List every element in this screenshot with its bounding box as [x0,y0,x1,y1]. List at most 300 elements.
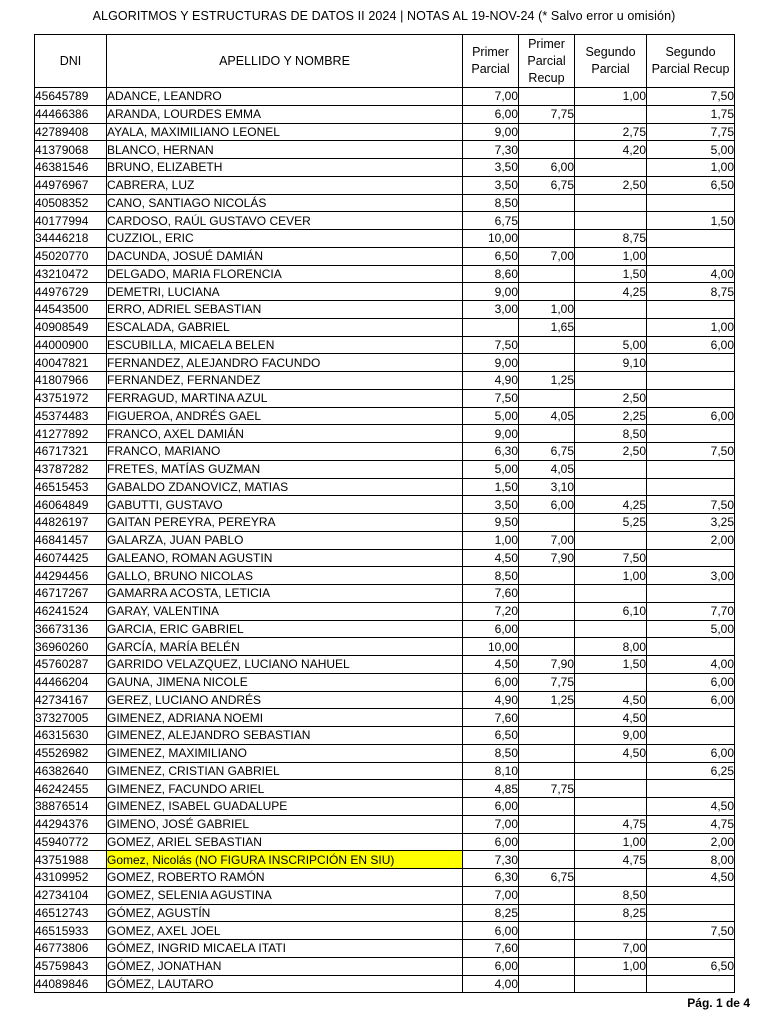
cell-first-partial: 3,50 [463,176,519,194]
cell-dni: 45645789 [35,88,107,106]
cell-first-partial: 4,90 [463,691,519,709]
cell-name: GALARZA, JUAN PABLO [107,531,463,549]
table-row [35,673,735,691]
cell-dni: 46315630 [35,727,107,745]
cell-first-partial-recup [519,283,575,301]
cell-second-partial: 4,50 [575,691,647,709]
cell-dni: 46074425 [35,549,107,567]
cell-name: BLANCO, HERNAN [107,141,463,159]
cell-second-partial [575,798,647,816]
table-row [35,88,735,106]
cell-name: GARCIA, ERIC GABRIEL [107,620,463,638]
cell-first-partial: 7,00 [463,88,519,106]
cell-second-partial-recup: 8,75 [647,283,735,301]
cell-first-partial-recup [519,389,575,407]
cell-first-partial-recup [519,922,575,940]
cell-first-partial: 8,50 [463,567,519,585]
cell-second-partial-recup [647,301,735,319]
cell-name: GAMARRA ACOSTA, LETICIA [107,585,463,603]
table-row [35,833,735,851]
cell-second-partial: 2,50 [575,389,647,407]
cell-second-partial [575,301,647,319]
cell-name: GÓMEZ, AGUSTÍN [107,904,463,922]
cell-second-partial: 9,00 [575,727,647,745]
table-row [35,478,735,496]
cell-second-partial-recup [647,780,735,798]
cell-first-partial-recup [519,141,575,159]
cell-second-partial: 1,50 [575,656,647,674]
cell-first-partial-recup [519,425,575,443]
table-row [35,123,735,141]
grades-table [34,34,735,993]
cell-first-partial: 8,60 [463,265,519,283]
cell-name: GÓMEZ, JONATHAN [107,957,463,975]
cell-dni: 40047821 [35,354,107,372]
table-row [35,709,735,727]
cell-first-partial-recup [519,940,575,958]
cell-first-partial: 6,30 [463,443,519,461]
cell-name: Gomez, Nicolás (NO FIGURA INSCRIPCIÓN EN SIU) [107,851,463,869]
cell-second-partial: 4,75 [575,851,647,869]
cell-name: CABRERA, LUZ [107,176,463,194]
cell-second-partial: 4,25 [575,283,647,301]
cell-first-partial: 6,30 [463,869,519,887]
cell-first-partial-recup: 7,00 [519,531,575,549]
cell-dni: 45760287 [35,656,107,674]
cell-first-partial-recup [519,798,575,816]
cell-second-partial-recup: 7,50 [647,443,735,461]
table-row [35,549,735,567]
cell-second-partial-recup [647,904,735,922]
cell-dni: 40908549 [35,318,107,336]
cell-second-partial-recup: 4,00 [647,265,735,283]
cell-name: FERRAGUD, MARTINA AZUL [107,389,463,407]
table-row [35,212,735,230]
cell-first-partial-recup: 1,00 [519,301,575,319]
table-row [35,460,735,478]
cell-second-partial-recup: 6,00 [647,336,735,354]
cell-first-partial-recup [519,602,575,620]
cell-second-partial [575,460,647,478]
cell-dni: 44000900 [35,336,107,354]
table-row [35,496,735,514]
column-header-first-partial-recup: Primer Parcial Recup [519,35,575,88]
cell-second-partial-recup: 7,70 [647,602,735,620]
cell-first-partial: 7,00 [463,886,519,904]
cell-dni: 44466386 [35,105,107,123]
cell-first-partial: 4,00 [463,975,519,993]
cell-name: FERNANDEZ, ALEJANDRO FACUNDO [107,354,463,372]
cell-first-partial-recup: 4,05 [519,407,575,425]
cell-first-partial: 1,50 [463,478,519,496]
cell-second-partial-recup: 5,00 [647,141,735,159]
cell-second-partial [575,531,647,549]
cell-second-partial: 4,20 [575,141,647,159]
cell-second-partial: 5,25 [575,514,647,532]
cell-dni: 46773806 [35,940,107,958]
cell-second-partial-recup: 6,50 [647,957,735,975]
cell-second-partial: 8,00 [575,638,647,656]
cell-second-partial: 4,50 [575,709,647,727]
cell-first-partial: 6,50 [463,247,519,265]
cell-dni: 40177994 [35,212,107,230]
column-header-dni: DNI [35,35,107,88]
cell-name: GAITAN PEREYRA, PEREYRA [107,514,463,532]
cell-second-partial-recup [647,638,735,656]
cell-dni: 44826197 [35,514,107,532]
cell-second-partial-recup: 7,50 [647,496,735,514]
cell-dni: 45020770 [35,247,107,265]
cell-name: GABALDO ZDANOVICZ, MATIAS [107,478,463,496]
cell-name: GIMENO, JOSÉ GABRIEL [107,815,463,833]
cell-name: FIGUEROA, ANDRÉS GAEL [107,407,463,425]
cell-second-partial: 2,50 [575,443,647,461]
cell-first-partial-recup [519,123,575,141]
cell-second-partial-recup [647,975,735,993]
cell-first-partial: 6,00 [463,105,519,123]
cell-dni: 36673136 [35,620,107,638]
cell-first-partial-recup [519,957,575,975]
cell-name: FERNANDEZ, FERNANDEZ [107,372,463,390]
cell-name: GARCÍA, MARÍA BELÉN [107,638,463,656]
cell-second-partial-recup: 5,00 [647,620,735,638]
cell-first-partial-recup: 1,25 [519,691,575,709]
cell-second-partial: 2,50 [575,176,647,194]
cell-first-partial-recup [519,762,575,780]
cell-name: GÓMEZ, LAUTARO [107,975,463,993]
table-row [35,389,735,407]
cell-name: GÓMEZ, INGRID MICAELA ITATI [107,940,463,958]
cell-second-partial-recup: 1,00 [647,318,735,336]
cell-dni: 45759843 [35,957,107,975]
cell-first-partial-recup: 6,00 [519,159,575,177]
cell-dni: 44976729 [35,283,107,301]
cell-first-partial: 5,00 [463,460,519,478]
cell-first-partial: 10,00 [463,230,519,248]
cell-first-partial-recup [519,620,575,638]
table-row [35,318,735,336]
cell-first-partial: 6,50 [463,727,519,745]
cell-second-partial-recup: 4,00 [647,656,735,674]
cell-first-partial-recup [519,638,575,656]
cell-name: GIMENEZ, CRISTIAN GABRIEL [107,762,463,780]
cell-dni: 43787282 [35,460,107,478]
cell-second-partial-recup [647,727,735,745]
table-row [35,176,735,194]
cell-second-partial [575,762,647,780]
cell-second-partial [575,869,647,887]
table-row [35,851,735,869]
cell-second-partial: 1,00 [575,833,647,851]
table-header-row [35,35,735,88]
cell-second-partial-recup [647,460,735,478]
table-row [35,230,735,248]
cell-second-partial [575,318,647,336]
table-row [35,602,735,620]
cell-first-partial-recup [519,975,575,993]
cell-first-partial-recup: 7,75 [519,105,575,123]
cell-second-partial-recup [647,585,735,603]
cell-name: GABUTTI, GUSTAVO [107,496,463,514]
cell-dni: 46515933 [35,922,107,940]
cell-first-partial-recup: 3,10 [519,478,575,496]
table-row [35,585,735,603]
cell-first-partial: 8,50 [463,194,519,212]
cell-first-partial-recup [519,514,575,532]
cell-second-partial: 8,75 [575,230,647,248]
table-row [35,407,735,425]
cell-second-partial: 1,00 [575,247,647,265]
cell-dni: 41277892 [35,425,107,443]
cell-second-partial-recup: 6,25 [647,762,735,780]
cell-first-partial-recup [519,88,575,106]
cell-first-partial-recup: 6,75 [519,869,575,887]
cell-dni: 45526982 [35,744,107,762]
cell-first-partial-recup [519,709,575,727]
cell-dni: 41379068 [35,141,107,159]
cell-first-partial-recup: 6,00 [519,496,575,514]
cell-second-partial-recup: 3,25 [647,514,735,532]
table-row [35,744,735,762]
cell-first-partial: 8,10 [463,762,519,780]
cell-name: GOMEZ, ROBERTO RAMÓN [107,869,463,887]
cell-first-partial-recup: 7,75 [519,780,575,798]
cell-second-partial [575,922,647,940]
cell-first-partial: 6,00 [463,922,519,940]
cell-name: GOMEZ, ARIEL SEBASTIAN [107,833,463,851]
table-row [35,638,735,656]
table-row [35,247,735,265]
cell-first-partial-recup [519,354,575,372]
cell-name: FRANCO, AXEL DAMIÁN [107,425,463,443]
cell-second-partial-recup: 6,00 [647,673,735,691]
cell-second-partial [575,780,647,798]
cell-second-partial: 1,00 [575,88,647,106]
table-row [35,762,735,780]
cell-first-partial: 9,00 [463,283,519,301]
cell-first-partial: 5,00 [463,407,519,425]
cell-second-partial-recup [647,709,735,727]
cell-second-partial-recup [647,425,735,443]
cell-first-partial: 1,00 [463,531,519,549]
table-row [35,798,735,816]
table-row [35,425,735,443]
cell-first-partial: 7,30 [463,851,519,869]
cell-second-partial-recup [647,389,735,407]
cell-name: GIMENEZ, ALEJANDRO SEBASTIAN [107,727,463,745]
cell-first-partial: 6,00 [463,620,519,638]
cell-dni: 46717267 [35,585,107,603]
cell-first-partial: 8,50 [463,744,519,762]
cell-first-partial: 9,50 [463,514,519,532]
cell-first-partial-recup [519,744,575,762]
table-row [35,567,735,585]
cell-first-partial: 7,30 [463,141,519,159]
cell-name: ESCUBILLA, MICAELA BELEN [107,336,463,354]
column-header-first-partial: Primer Parcial [463,35,519,88]
cell-first-partial: 7,50 [463,389,519,407]
cell-second-partial: 4,25 [575,496,647,514]
cell-dni: 46242455 [35,780,107,798]
table-row [35,620,735,638]
cell-second-partial: 7,00 [575,940,647,958]
cell-first-partial-recup: 6,75 [519,443,575,461]
cell-name: GIMENEZ, ADRIANA NOEMI [107,709,463,727]
cell-name: GOMEZ, SELENIA AGUSTINA [107,886,463,904]
cell-dni: 46064849 [35,496,107,514]
cell-first-partial-recup [519,851,575,869]
cell-dni: 43210472 [35,265,107,283]
cell-second-partial [575,105,647,123]
cell-second-partial [575,673,647,691]
cell-second-partial: 8,25 [575,904,647,922]
cell-second-partial: 1,00 [575,957,647,975]
cell-second-partial-recup: 6,00 [647,744,735,762]
cell-first-partial: 6,00 [463,673,519,691]
cell-dni: 40508352 [35,194,107,212]
cell-first-partial-recup: 7,00 [519,247,575,265]
cell-name: GAUNA, JIMENA NICOLE [107,673,463,691]
cell-name: GALLO, BRUNO NICOLAS [107,567,463,585]
cell-first-partial: 7,60 [463,940,519,958]
cell-name: ARANDA, LOURDES EMMA [107,105,463,123]
cell-second-partial-recup [647,372,735,390]
cell-name: CANO, SANTIAGO NICOLÁS [107,194,463,212]
table-row [35,159,735,177]
cell-first-partial: 9,00 [463,123,519,141]
table-body [35,88,735,993]
cell-name: CARDOSO, RAÚL GUSTAVO CEVER [107,212,463,230]
cell-second-partial: 5,00 [575,336,647,354]
table-row [35,531,735,549]
cell-dni: 43109952 [35,869,107,887]
cell-dni: 46717321 [35,443,107,461]
cell-second-partial-recup: 4,50 [647,869,735,887]
cell-first-partial: 7,00 [463,815,519,833]
cell-dni: 43751972 [35,389,107,407]
cell-second-partial-recup: 4,75 [647,815,735,833]
cell-second-partial [575,585,647,603]
cell-first-partial-recup: 7,75 [519,673,575,691]
cell-first-partial: 4,85 [463,780,519,798]
cell-first-partial-recup: 7,90 [519,549,575,567]
cell-dni: 42789408 [35,123,107,141]
table-row [35,780,735,798]
cell-dni: 44089846 [35,975,107,993]
cell-first-partial-recup [519,567,575,585]
cell-dni: 43751988 [35,851,107,869]
cell-first-partial-recup: 1,25 [519,372,575,390]
cell-name: GARRIDO VELAZQUEZ, LUCIANO NAHUEL [107,656,463,674]
cell-second-partial [575,372,647,390]
cell-first-partial: 7,20 [463,602,519,620]
cell-name: FRETES, MATÍAS GUZMAN [107,460,463,478]
cell-first-partial [463,318,519,336]
cell-second-partial-recup: 7,50 [647,88,735,106]
cell-first-partial-recup: 7,90 [519,656,575,674]
cell-second-partial-recup [647,886,735,904]
cell-name: GIMENEZ, MAXIMILIANO [107,744,463,762]
cell-dni: 46841457 [35,531,107,549]
cell-second-partial: 4,50 [575,744,647,762]
cell-second-partial-recup: 7,75 [647,123,735,141]
cell-first-partial: 6,00 [463,798,519,816]
cell-second-partial [575,620,647,638]
cell-first-partial: 6,00 [463,957,519,975]
cell-name: GOMEZ, AXEL JOEL [107,922,463,940]
table-row [35,105,735,123]
table-row [35,727,735,745]
cell-name: GALEANO, ROMAN AGUSTIN [107,549,463,567]
table-row [35,922,735,940]
cell-dni: 44466204 [35,673,107,691]
cell-first-partial-recup [519,194,575,212]
cell-name: GEREZ, LUCIANO ANDRÉS [107,691,463,709]
cell-first-partial-recup [519,886,575,904]
cell-second-partial-recup [647,354,735,372]
cell-dni: 44294376 [35,815,107,833]
table-row [35,904,735,922]
cell-second-partial-recup: 2,00 [647,531,735,549]
cell-first-partial: 6,00 [463,833,519,851]
cell-first-partial: 6,75 [463,212,519,230]
cell-name: FRANCO, MARIANO [107,443,463,461]
cell-first-partial-recup [519,815,575,833]
cell-dni: 37327005 [35,709,107,727]
cell-dni: 44543500 [35,301,107,319]
table-row [35,886,735,904]
cell-second-partial: 9,10 [575,354,647,372]
table-row [35,443,735,461]
table-row [35,975,735,993]
cell-dni: 46381546 [35,159,107,177]
cell-second-partial-recup: 1,00 [647,159,735,177]
table-row [35,815,735,833]
cell-second-partial [575,212,647,230]
table-row [35,141,735,159]
cell-second-partial-recup: 4,50 [647,798,735,816]
table-row [35,656,735,674]
column-header-second-partial-recup: Segundo Parcial Recup [647,35,735,88]
cell-name: AYALA, MAXIMILIANO LEONEL [107,123,463,141]
cell-second-partial-recup: 3,00 [647,567,735,585]
table-row [35,354,735,372]
cell-dni: 44976967 [35,176,107,194]
table-row [35,336,735,354]
cell-first-partial: 4,90 [463,372,519,390]
cell-first-partial-recup [519,336,575,354]
cell-name: ESCALADA, GABRIEL [107,318,463,336]
cell-first-partial-recup [519,230,575,248]
table-row [35,301,735,319]
cell-first-partial: 3,00 [463,301,519,319]
table-row [35,372,735,390]
cell-first-partial: 9,00 [463,425,519,443]
table-row [35,691,735,709]
column-header-second-partial: Segundo Parcial [575,35,647,88]
cell-first-partial-recup: 6,75 [519,176,575,194]
cell-dni: 46515453 [35,478,107,496]
cell-second-partial: 4,75 [575,815,647,833]
cell-second-partial-recup: 6,00 [647,407,735,425]
cell-first-partial-recup [519,727,575,745]
cell-second-partial-recup: 8,00 [647,851,735,869]
cell-name: ERRO, ADRIEL SEBASTIAN [107,301,463,319]
cell-name: BRUNO, ELIZABETH [107,159,463,177]
table-row [35,957,735,975]
cell-name: DACUNDA, JOSUÉ DAMIÁN [107,247,463,265]
cell-first-partial: 10,00 [463,638,519,656]
